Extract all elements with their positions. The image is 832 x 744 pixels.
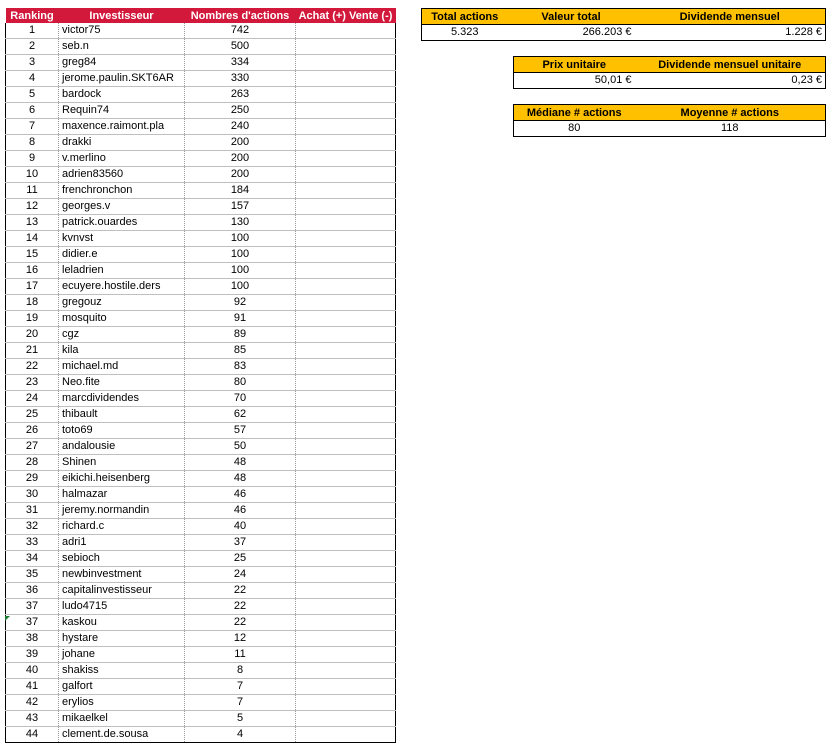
table-row — [6, 311, 396, 327]
buy-sell-cell[interactable] — [296, 71, 396, 87]
rank-cell[interactable]: 16 — [6, 263, 59, 279]
dividende-mensuel-value[interactable]: 1.228 € — [635, 25, 826, 41]
table-row — [6, 727, 396, 743]
buy-sell-cell[interactable] — [296, 439, 396, 455]
rank-cell[interactable]: 13 — [6, 215, 59, 231]
shares-cell[interactable]: 89 — [185, 327, 296, 343]
shares-cell[interactable]: 500 — [185, 39, 296, 55]
table-row — [6, 151, 396, 167]
shares-cell[interactable]: 184 — [185, 183, 296, 199]
rank-cell[interactable]: 37 — [6, 599, 59, 615]
table-row — [6, 135, 396, 151]
shares-cell[interactable]: 130 — [185, 215, 296, 231]
table-row — [6, 375, 396, 391]
table-row — [6, 711, 396, 727]
shares-cell[interactable]: 48 — [185, 455, 296, 471]
header-valeur-total[interactable]: Valeur total — [508, 9, 635, 25]
ranking-header-row — [6, 8, 396, 23]
buy-sell-cell[interactable] — [296, 727, 396, 743]
header-mediane[interactable]: Médiane # actions — [514, 105, 635, 121]
buy-sell-cell[interactable] — [296, 663, 396, 679]
investor-cell[interactable]: maxence.raimont.pla — [59, 119, 185, 135]
rank-cell[interactable]: 9 — [6, 151, 59, 167]
header-dividende-mensuel[interactable]: Dividende mensuel — [635, 9, 826, 25]
buy-sell-cell[interactable] — [296, 471, 396, 487]
buy-sell-cell[interactable] — [296, 535, 396, 551]
rank-cell[interactable]: 31 — [6, 503, 59, 519]
shares-cell[interactable]: 50 — [185, 439, 296, 455]
investor-cell[interactable]: halmazar — [59, 487, 185, 503]
shares-cell[interactable]: 46 — [185, 487, 296, 503]
investor-cell[interactable]: galfort — [59, 679, 185, 695]
investor-cell[interactable]: hystare — [59, 631, 185, 647]
investor-cell[interactable]: patrick.ouardes — [59, 215, 185, 231]
buy-sell-cell[interactable] — [296, 455, 396, 471]
table-row — [6, 343, 396, 359]
table-row — [6, 519, 396, 535]
buy-sell-cell[interactable] — [296, 615, 396, 631]
investor-cell[interactable]: kvnvst — [59, 231, 185, 247]
moyenne-value[interactable]: 118 — [635, 121, 826, 137]
table-row — [6, 55, 396, 71]
rank-cell[interactable]: 7 — [6, 119, 59, 135]
table-row — [6, 407, 396, 423]
table-row — [6, 615, 396, 631]
investor-cell[interactable]: seb.n — [59, 39, 185, 55]
shares-cell[interactable]: 8 — [185, 663, 296, 679]
totals-table — [421, 8, 826, 41]
investor-cell[interactable]: Shinen — [59, 455, 185, 471]
investor-cell[interactable]: clement.de.sousa — [59, 727, 185, 743]
investor-cell[interactable]: newbinvestment — [59, 567, 185, 583]
investor-cell[interactable]: erylios — [59, 695, 185, 711]
buy-sell-cell[interactable] — [296, 103, 396, 119]
investor-cell[interactable]: richard.c — [59, 519, 185, 535]
rank-cell[interactable]: 1 — [6, 23, 59, 39]
investor-cell[interactable]: mosquito — [59, 311, 185, 327]
investor-cell[interactable]: didier.e — [59, 247, 185, 263]
buy-sell-cell[interactable] — [296, 599, 396, 615]
rank-cell[interactable]: 17 — [6, 279, 59, 295]
rank-cell[interactable]: 20 — [6, 327, 59, 343]
investor-cell[interactable]: bardock — [59, 87, 185, 103]
shares-cell[interactable]: 240 — [185, 119, 296, 135]
rank-cell[interactable]: 30 — [6, 487, 59, 503]
investor-cell[interactable]: eikichi.heisenberg — [59, 471, 185, 487]
shares-cell[interactable]: 24 — [185, 567, 296, 583]
buy-sell-cell[interactable] — [296, 711, 396, 727]
table-row — [6, 215, 396, 231]
investor-cell[interactable]: mikaelkel — [59, 711, 185, 727]
buy-sell-cell[interactable] — [296, 423, 396, 439]
table-row — [6, 567, 396, 583]
investor-cell[interactable]: frenchronchon — [59, 183, 185, 199]
rank-cell[interactable]: 2 — [6, 39, 59, 55]
rank-cell[interactable]: 25 — [6, 407, 59, 423]
buy-sell-cell[interactable] — [296, 183, 396, 199]
shares-cell[interactable]: 40 — [185, 519, 296, 535]
table-row — [6, 471, 396, 487]
stats-table — [513, 104, 826, 137]
shares-cell[interactable]: 22 — [185, 599, 296, 615]
buy-sell-cell[interactable] — [296, 199, 396, 215]
rank-cell[interactable]: 28 — [6, 455, 59, 471]
buy-sell-cell[interactable] — [296, 151, 396, 167]
buy-sell-cell[interactable] — [296, 263, 396, 279]
table-row — [6, 359, 396, 375]
investor-cell[interactable]: jerome.paulin.SKT6AR — [59, 71, 185, 87]
table-row — [6, 631, 396, 647]
table-row — [6, 119, 396, 135]
buy-sell-cell[interactable] — [296, 503, 396, 519]
rank-cell[interactable]: 21 — [6, 343, 59, 359]
unit-price-table — [513, 56, 826, 89]
shares-cell[interactable]: 37 — [185, 535, 296, 551]
rank-cell[interactable]: 41 — [6, 679, 59, 695]
buy-sell-cell[interactable] — [296, 295, 396, 311]
shares-cell[interactable]: 25 — [185, 551, 296, 567]
table-row — [6, 263, 396, 279]
table-row — [6, 247, 396, 263]
buy-sell-cell[interactable] — [296, 135, 396, 151]
shares-cell[interactable]: 100 — [185, 231, 296, 247]
buy-sell-cell[interactable] — [296, 167, 396, 183]
buy-sell-cell[interactable] — [296, 87, 396, 103]
rank-cell[interactable]: 36 — [6, 583, 59, 599]
rank-cell[interactable]: 10 — [6, 167, 59, 183]
rank-cell[interactable]: 44 — [6, 727, 59, 743]
investor-cell[interactable]: adri1 — [59, 535, 185, 551]
rank-cell[interactable]: 3 — [6, 55, 59, 71]
header-nombres-actions[interactable]: Nombres d'actions — [185, 8, 296, 23]
table-row — [6, 423, 396, 439]
shares-cell[interactable]: 4 — [185, 727, 296, 743]
rank-cell[interactable]: 12 — [6, 199, 59, 215]
investor-cell[interactable]: leladrien — [59, 263, 185, 279]
shares-cell[interactable]: 250 — [185, 103, 296, 119]
shares-cell[interactable]: 62 — [185, 407, 296, 423]
shares-cell[interactable]: 5 — [185, 711, 296, 727]
buy-sell-cell[interactable] — [296, 407, 396, 423]
buy-sell-cell[interactable] — [296, 647, 396, 663]
table-row — [6, 71, 396, 87]
shares-cell[interactable]: 85 — [185, 343, 296, 359]
rank-cell[interactable]: 33 — [6, 535, 59, 551]
shares-cell[interactable]: 92 — [185, 295, 296, 311]
investor-cell[interactable]: capitalinvestisseur — [59, 583, 185, 599]
investor-cell[interactable]: kila — [59, 343, 185, 359]
rank-cell[interactable]: 24 — [6, 391, 59, 407]
shares-cell[interactable]: 80 — [185, 375, 296, 391]
investor-cell[interactable]: kaskou — [59, 615, 185, 631]
total-actions-value[interactable]: 5.323 — [422, 25, 508, 41]
rank-cell[interactable]: 42 — [6, 695, 59, 711]
shares-cell[interactable]: 7 — [185, 695, 296, 711]
buy-sell-cell[interactable] — [296, 695, 396, 711]
table-row — [6, 647, 396, 663]
prix-unitaire-value[interactable]: 50,01 € — [514, 73, 635, 89]
buy-sell-cell[interactable] — [296, 39, 396, 55]
table-row — [6, 391, 396, 407]
table-row — [6, 551, 396, 567]
rank-cell[interactable]: 32 — [6, 519, 59, 535]
ranking-table — [5, 8, 396, 743]
table-row — [6, 87, 396, 103]
rank-cell[interactable]: 23 — [6, 375, 59, 391]
table-row — [6, 231, 396, 247]
rank-cell[interactable]: 11 — [6, 183, 59, 199]
rank-cell[interactable]: 35 — [6, 567, 59, 583]
rank-cell[interactable]: 8 — [6, 135, 59, 151]
buy-sell-cell[interactable] — [296, 551, 396, 567]
shares-cell[interactable]: 100 — [185, 247, 296, 263]
header-total-actions[interactable]: Total actions — [422, 9, 508, 25]
header-moyenne[interactable]: Moyenne # actions — [635, 105, 826, 121]
shares-cell[interactable]: 48 — [185, 471, 296, 487]
rank-cell[interactable]: 26 — [6, 423, 59, 439]
investor-cell[interactable]: ecuyere.hostile.ders — [59, 279, 185, 295]
rank-cell[interactable]: 15 — [6, 247, 59, 263]
investor-cell[interactable]: johane — [59, 647, 185, 663]
investor-cell[interactable]: marcdividendes — [59, 391, 185, 407]
buy-sell-cell[interactable] — [296, 231, 396, 247]
rank-cell[interactable]: 39 — [6, 647, 59, 663]
investor-cell[interactable]: victor75 — [59, 23, 185, 39]
shares-cell[interactable]: 22 — [185, 583, 296, 599]
table-row — [6, 455, 396, 471]
shares-cell[interactable]: 263 — [185, 87, 296, 103]
rank-cell[interactable]: 14 — [6, 231, 59, 247]
table-row — [6, 663, 396, 679]
investor-cell[interactable]: Neo.fite — [59, 375, 185, 391]
buy-sell-cell[interactable] — [296, 215, 396, 231]
shares-cell[interactable]: 7 — [185, 679, 296, 695]
investor-cell[interactable]: thibault — [59, 407, 185, 423]
shares-cell[interactable]: 334 — [185, 55, 296, 71]
table-row — [6, 535, 396, 551]
rank-cell[interactable]: 6 — [6, 103, 59, 119]
table-row — [6, 103, 396, 119]
rank-cell[interactable]: 37 — [6, 615, 59, 631]
shares-cell[interactable]: 200 — [185, 135, 296, 151]
dividende-unitaire-value[interactable]: 0,23 € — [635, 73, 826, 89]
rank-cell[interactable]: 5 — [6, 87, 59, 103]
rank-cell[interactable]: 34 — [6, 551, 59, 567]
buy-sell-cell[interactable] — [296, 567, 396, 583]
rank-cell[interactable]: 43 — [6, 711, 59, 727]
mediane-value[interactable]: 80 — [514, 121, 635, 137]
table-row — [6, 695, 396, 711]
buy-sell-cell[interactable] — [296, 391, 396, 407]
investor-cell[interactable]: Requin74 — [59, 103, 185, 119]
buy-sell-cell[interactable] — [296, 279, 396, 295]
table-row — [6, 503, 396, 519]
header-investisseur[interactable]: Investisseur — [59, 8, 185, 23]
investor-cell[interactable]: andalousie — [59, 439, 185, 455]
shares-cell[interactable]: 91 — [185, 311, 296, 327]
header-ranking[interactable]: Ranking — [6, 8, 59, 23]
table-row — [6, 167, 396, 183]
shares-cell[interactable]: 12 — [185, 631, 296, 647]
table-row — [6, 39, 396, 55]
table-row — [6, 439, 396, 455]
investor-cell[interactable]: shakiss — [59, 663, 185, 679]
shares-cell[interactable]: 200 — [185, 151, 296, 167]
buy-sell-cell[interactable] — [296, 247, 396, 263]
table-row — [6, 599, 396, 615]
buy-sell-cell[interactable] — [296, 23, 396, 39]
buy-sell-cell[interactable] — [296, 375, 396, 391]
table-row — [6, 487, 396, 503]
buy-sell-cell[interactable] — [296, 583, 396, 599]
shares-cell[interactable]: 157 — [185, 199, 296, 215]
table-row — [6, 327, 396, 343]
buy-sell-cell[interactable] — [296, 487, 396, 503]
buy-sell-cell[interactable] — [296, 343, 396, 359]
buy-sell-cell[interactable] — [296, 359, 396, 375]
shares-cell[interactable]: 100 — [185, 263, 296, 279]
buy-sell-cell[interactable] — [296, 519, 396, 535]
investor-cell[interactable]: drakki — [59, 135, 185, 151]
rank-cell[interactable]: 38 — [6, 631, 59, 647]
buy-sell-cell[interactable] — [296, 679, 396, 695]
header-prix-unitaire[interactable]: Prix unitaire — [514, 57, 635, 73]
buy-sell-cell[interactable] — [296, 55, 396, 71]
buy-sell-cell[interactable] — [296, 631, 396, 647]
rank-cell[interactable]: 27 — [6, 439, 59, 455]
shares-cell[interactable]: 83 — [185, 359, 296, 375]
shares-cell[interactable]: 742 — [185, 23, 296, 39]
investor-cell[interactable]: jeremy.normandin — [59, 503, 185, 519]
table-row — [6, 23, 396, 39]
shares-cell[interactable]: 22 — [185, 615, 296, 631]
header-dividende-unitaire[interactable]: Dividende mensuel unitaire — [635, 57, 826, 73]
rank-cell[interactable]: 40 — [6, 663, 59, 679]
shares-cell[interactable]: 330 — [185, 71, 296, 87]
shares-cell[interactable]: 200 — [185, 167, 296, 183]
table-row — [6, 183, 396, 199]
investor-cell[interactable]: v.merlino — [59, 151, 185, 167]
investor-cell[interactable]: michael.md — [59, 359, 185, 375]
investor-cell[interactable]: ludo4715 — [59, 599, 185, 615]
rank-cell[interactable]: 18 — [6, 295, 59, 311]
shares-cell[interactable]: 57 — [185, 423, 296, 439]
buy-sell-cell[interactable] — [296, 119, 396, 135]
rank-cell[interactable]: 22 — [6, 359, 59, 375]
investor-cell[interactable]: cgz — [59, 327, 185, 343]
investor-cell[interactable]: sebioch — [59, 551, 185, 567]
table-row — [6, 199, 396, 215]
shares-cell[interactable]: 100 — [185, 279, 296, 295]
rank-cell[interactable]: 29 — [6, 471, 59, 487]
investor-cell[interactable]: adrien83560 — [59, 167, 185, 183]
shares-cell[interactable]: 70 — [185, 391, 296, 407]
table-row — [6, 295, 396, 311]
table-row — [6, 279, 396, 295]
rank-cell[interactable]: 19 — [6, 311, 59, 327]
buy-sell-cell[interactable] — [296, 311, 396, 327]
table-row — [6, 583, 396, 599]
shares-cell[interactable]: 46 — [185, 503, 296, 519]
valeur-total-value[interactable]: 266.203 € — [508, 25, 635, 41]
rank-cell[interactable]: 4 — [6, 71, 59, 87]
shares-cell[interactable]: 11 — [185, 647, 296, 663]
investor-cell[interactable]: greg84 — [59, 55, 185, 71]
investor-cell[interactable]: gregouz — [59, 295, 185, 311]
buy-sell-cell[interactable] — [296, 327, 396, 343]
investor-cell[interactable]: toto69 — [59, 423, 185, 439]
cell-error-indicator — [5, 616, 10, 621]
investor-cell[interactable]: georges.v — [59, 199, 185, 215]
table-row — [6, 679, 396, 695]
header-achat-vente[interactable]: Achat (+) Vente (-) — [296, 8, 396, 23]
